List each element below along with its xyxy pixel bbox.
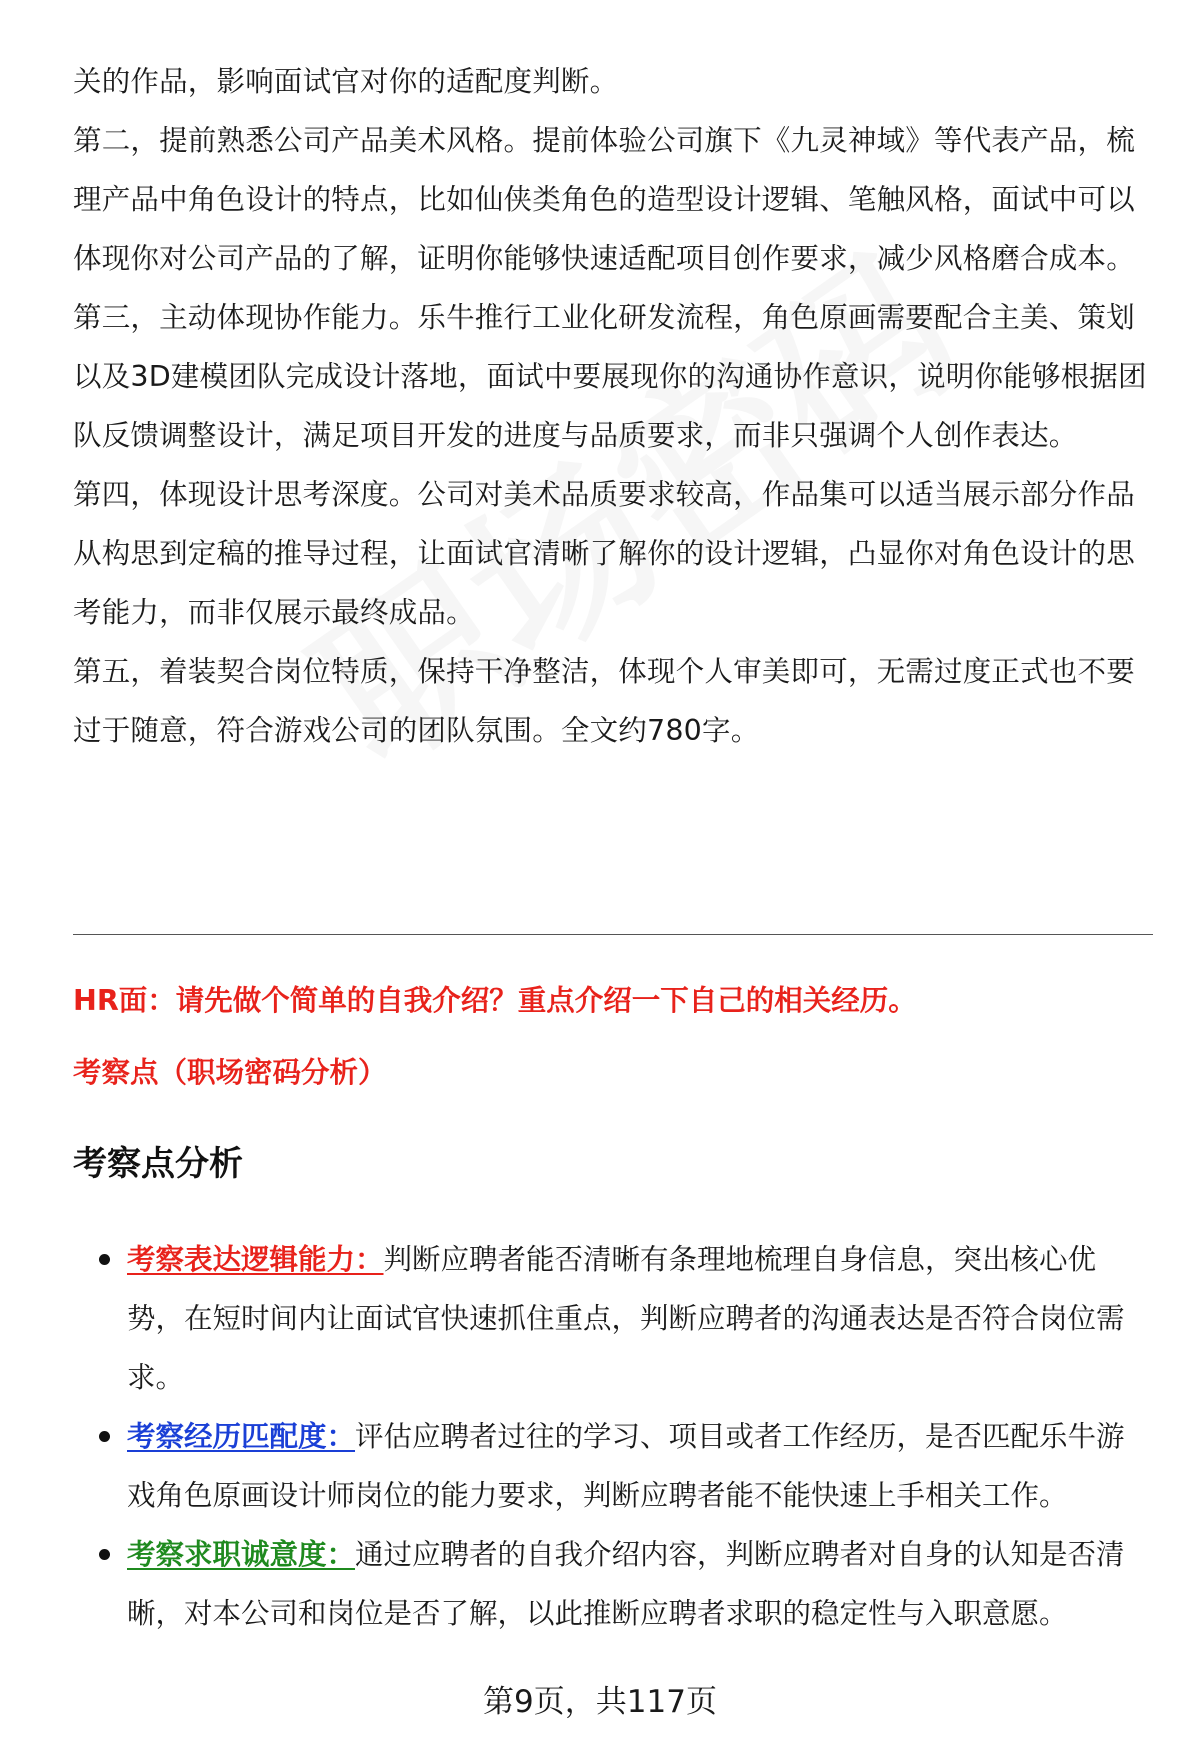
item-text: 评估应聘者过往的学习、项目或者工作经历，是否匹配乐牛游戏角色原画设计师岗位的能力要求，判断应聘者能不能快速上手相关工作。 [127, 1420, 1125, 1512]
paragraph: 关的作品，影响面试官对你的适配度判断。 [73, 65, 619, 98]
item-text: 判断应聘者能否清晰有条理地梳理自身信息，突出核心优势，在短时间内让面试官快速抓住重点，判断应聘者的沟通表达是否符合岗位需求。 [127, 1243, 1125, 1394]
item-text: 通过应聘者的自我介绍内容，判断应聘者对自身的认知是否清晰，对本公司和岗位是否了解，以此推断应聘者求职的稳定性与入职意愿。 [127, 1538, 1125, 1630]
bullet-icon [99, 1431, 110, 1442]
paragraph: 第五，着装契合岗位特质，保持干净整洁，体现个人审美即可，无需过度正式也不要过于随意，符合游戏公司的团队氛围。全文约780字。 [73, 655, 1135, 747]
section-title: 考察点分析 [73, 1144, 243, 1184]
paragraph: 第三，主动体现协作能力。乐牛推行工业化研发流程，角色原画需要配合主美、策划以及3D建模团队完成设计落地，面试中要展现你的沟通协作意识，说明你能够根据团队反馈调整设计，满足项目开发的进度与品质要求，而非只强调个人创作表达。 [73, 301, 1147, 452]
page-number: 第9页，共117页 [483, 1684, 717, 1720]
analysis-list [73, 1230, 1153, 1643]
keyword-label: 考察经历匹配度： [127, 1420, 356, 1453]
list-item [73, 1230, 1153, 1407]
list-item [73, 1407, 1153, 1525]
keyword-label: 考察求职诚意度： [127, 1538, 356, 1571]
paragraph: 第四，体现设计思考深度。公司对美术品质要求较高，作品集可以适当展示部分作品从构思到定稿的推导过程，让面试官清晰了解你的设计逻辑，凸显你对角色设计的思考能力，而非仅展示最终成品。 [73, 478, 1135, 629]
list-item [73, 1525, 1153, 1643]
body-text [73, 52, 1153, 760]
divider [73, 934, 1153, 935]
question-subheading: 考察点（职场密码分析） [73, 1056, 387, 1089]
bullet-icon [99, 1549, 110, 1560]
paragraph: 第二，提前熟悉公司产品美术风格。提前体验公司旗下《九灵神域》等代表产品，梳理产品中角色设计的特点，比如仙侠类角色的造型设计逻辑、笔触风格，面试中可以体现你对公司产品的了解，证明你能够快速适配项目创作要求，减少风格磨合成本。 [73, 124, 1135, 275]
keyword-label: 考察表达逻辑能力： [127, 1243, 384, 1276]
bullet-icon [99, 1254, 110, 1265]
question-heading: HR面：请先做个简单的自我介绍？重点介绍一下自己的相关经历。 [73, 984, 917, 1017]
